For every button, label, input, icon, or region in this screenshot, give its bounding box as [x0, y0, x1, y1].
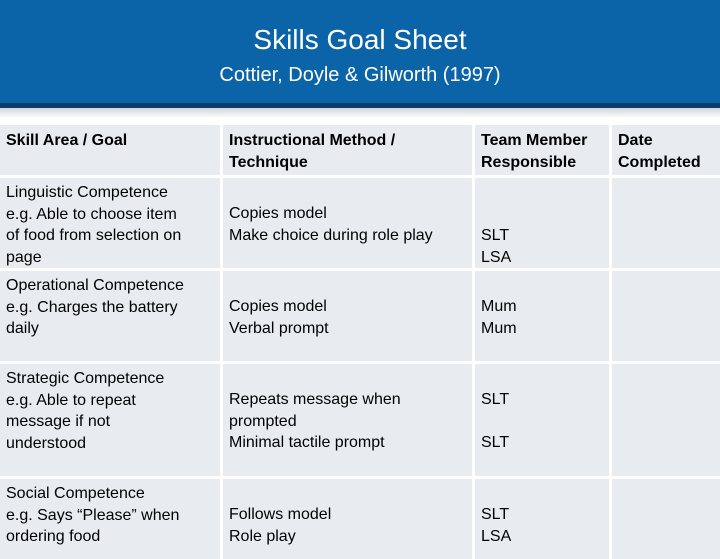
cell-text: Make choice during role play [229, 226, 433, 244]
column-header-team [475, 125, 609, 175]
table-header-row [0, 125, 720, 175]
page-title: Skills Goal Sheet [253, 24, 467, 55]
cell-text: Role play [229, 527, 296, 545]
header-text: Date [618, 132, 653, 149]
cell-text: LSA [481, 248, 512, 266]
cell-text: ordering food [6, 528, 101, 546]
date-cell [612, 479, 720, 559]
cell-text: e.g. Charges the battery [6, 298, 178, 316]
title-banner [0, 0, 720, 103]
team-cell [475, 178, 609, 268]
table-row [0, 271, 720, 361]
cell-text: Mum [481, 319, 517, 337]
page-subtitle: Cottier, Doyle & Gilworth (1997) [219, 64, 501, 86]
table-row [0, 178, 720, 268]
table-row [0, 479, 720, 559]
date-cell [612, 271, 720, 361]
cell-text: Follows model [229, 506, 332, 523]
date-cell [612, 364, 720, 476]
cell-text: Mum [481, 298, 517, 315]
cell-text: Minimal tactile prompt [229, 434, 385, 452]
cell-text: Strategic Competence [6, 370, 165, 387]
cell-text: SLT [481, 506, 510, 523]
header-text: Technique [229, 153, 308, 171]
cell-text: SLT [481, 434, 510, 452]
team-cell [475, 364, 609, 476]
cell-text: prompted [229, 412, 297, 430]
method-cell [223, 479, 472, 559]
skill-cell [0, 271, 220, 361]
cell-text: Operational Competence [6, 277, 184, 294]
table-row [0, 364, 720, 476]
banner-shadow [0, 108, 720, 118]
method-cell [223, 178, 472, 268]
method-cell [223, 271, 472, 361]
team-cell [475, 271, 609, 361]
header-text: Responsible [481, 153, 577, 171]
header-text: Completed [618, 153, 701, 171]
cell-text: Repeats message when [229, 391, 401, 408]
skill-cell [0, 479, 220, 559]
cell-text: e.g. Says “Please” when [6, 506, 180, 524]
cell-text: Social Competence [6, 485, 145, 502]
header-text: Instructional Method / [229, 132, 396, 149]
cell-text: message if not [6, 413, 111, 431]
cell-text: e.g. Able to choose item [6, 205, 177, 223]
skill-cell [0, 178, 220, 268]
cell-text: understood [6, 435, 87, 453]
header-text: Skill Area / Goal [6, 132, 128, 149]
cell-text: e.g. Able to repeat [6, 391, 136, 409]
cell-text: Linguistic Competence [6, 184, 168, 201]
column-header-skill [0, 125, 220, 175]
cell-text: Copies model [229, 205, 327, 222]
cell-text: of food from selection on [6, 227, 182, 245]
cell-text: Verbal prompt [229, 319, 329, 337]
cell-text: LSA [481, 527, 512, 545]
cell-text: SLT [481, 391, 510, 408]
header-text: Team Member [481, 132, 588, 149]
date-cell [612, 178, 720, 268]
cell-text: Copies model [229, 298, 327, 315]
skill-cell [0, 364, 220, 476]
team-cell [475, 479, 609, 559]
column-header-method [223, 125, 472, 175]
column-header-date [612, 125, 720, 175]
cell-text: SLT [481, 227, 510, 244]
cell-text: daily [6, 320, 39, 338]
cell-text: page [6, 249, 42, 267]
method-cell [223, 364, 472, 476]
